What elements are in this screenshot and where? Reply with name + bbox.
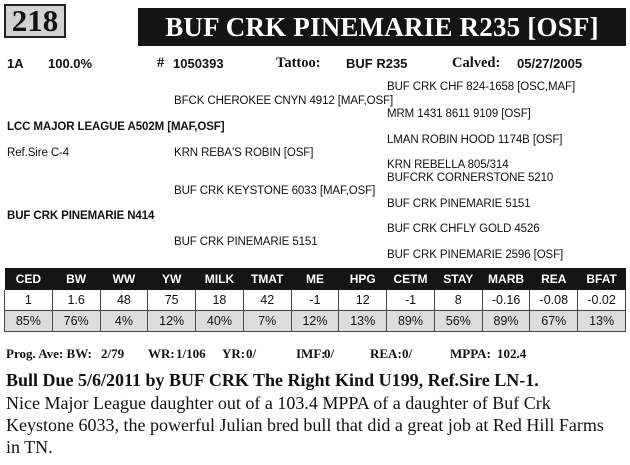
epd-value-yw: 75 [148, 290, 196, 311]
epd-value-rea: -0.08 [530, 290, 578, 311]
progeny-bw-label: Prog. Ave: BW: [6, 346, 92, 361]
tattoo-value: BUF R235 [346, 56, 408, 71]
epd-accuracy-marb: 89% [482, 311, 530, 332]
epd-accuracy-me: 12% [291, 311, 339, 332]
epd-accuracy-yw: 12% [148, 311, 196, 332]
epd-table [4, 268, 626, 332]
epd-value-bfat: -0.02 [578, 290, 626, 311]
epd-accuracy-cetm: 89% [387, 311, 435, 332]
epd-accuracy-ced: 85% [5, 311, 53, 332]
epd-header-hpg: HPG [339, 268, 387, 290]
registration-number: 1050393 [173, 56, 224, 71]
epd-header-stay: STAY [434, 268, 482, 290]
progeny-imf-value: 0/ [324, 346, 335, 361]
epd-header-row [5, 268, 626, 290]
progeny-mppa-label: MPPA: [450, 346, 491, 361]
pedigree-ss-dam: MRM 1431 8611 9109 [OSF] [387, 108, 531, 120]
pedigree-sd-dam: KRN REBELLA 805/314 [387, 159, 509, 171]
pedigree-ss-sire: BUF CRK CHF 824-1658 [OSC,MAF] [387, 81, 576, 93]
epd-header-yw: YW [148, 268, 196, 290]
epd-value-milk: 18 [196, 290, 244, 311]
pedigree-sire-note: Ref.Sire C-4 [7, 147, 70, 159]
pedigree-sire: LCC MAJOR LEAGUE A502M [MAF,OSF] [7, 121, 225, 133]
epd-value-ww: 48 [100, 290, 148, 311]
progeny-rea-value: 0/ [402, 346, 413, 361]
sale-note: Bull Due 5/6/2011 by BUF CRK The Right Kind U199, Ref.Sire LN-1. [6, 370, 539, 390]
epd-accuracy-bw: 76% [52, 311, 100, 332]
percent-value: 100.0% [48, 56, 93, 71]
epd-accuracy-bfat: 13% [578, 311, 626, 332]
epd-accuracy-hpg: 13% [339, 311, 387, 332]
epd-value-ced: 1 [5, 290, 53, 311]
pedigree-dam: BUF CRK PINEMARIE N414 [7, 210, 155, 222]
progeny-mppa-value: 102.4 [497, 346, 527, 361]
progeny-wr-label: WR: [148, 346, 175, 361]
epd-value-stay: 8 [434, 290, 482, 311]
epd-header-marb: MARB [482, 268, 530, 290]
progeny-wr-value: 1/106 [176, 346, 206, 361]
epd-value-tmat: 42 [243, 290, 291, 311]
epd-values-row [5, 290, 626, 311]
progeny-bw-value: 2/79 [101, 346, 125, 361]
epd-header-rea: REA [530, 268, 578, 290]
epd-accuracy-row [5, 311, 626, 332]
pedigree-ds-sire: BUFCRK CORNERSTONE 5210 [387, 172, 554, 184]
pedigree-dam-dam: BUF CRK PINEMARIE 5151 [174, 236, 318, 248]
epd-header-me: ME [291, 268, 339, 290]
pedigree-sd-sire: LMAN ROBIN HOOD 1174B [OSF] [387, 134, 563, 146]
lot-number: 218 [4, 4, 66, 38]
epd-value-hpg: 12 [339, 290, 387, 311]
epd-header-ww: WW [100, 268, 148, 290]
epd-value-cetm: -1 [387, 290, 435, 311]
pedigree-dd-sire: BUF CRK CHFLY GOLD 4526 [387, 223, 540, 235]
epd-header-ced: CED [5, 268, 53, 290]
tattoo-label: Tattoo: [276, 55, 321, 71]
epd-accuracy-tmat: 7% [243, 311, 291, 332]
epd-header-tmat: TMAT [243, 268, 291, 290]
epd-header-cetm: CETM [387, 268, 435, 290]
calved-date: 05/27/2005 [517, 56, 583, 71]
calved-label: Calved: [452, 55, 501, 71]
epd-accuracy-rea: 67% [530, 311, 578, 332]
progeny-yr-value: 0/ [246, 346, 257, 361]
epd-header-bw: BW [52, 268, 100, 290]
registration-code: 1A [7, 56, 24, 71]
lot-description: Nice Major League daughter out of a 103.4 MPPA of a daughter of Buf Crk Keystone 6033, the powerful Julian bred bull that did a great job at Red Hill Farms in TN. [6, 393, 604, 457]
epd-accuracy-stay: 56% [434, 311, 482, 332]
epd-value-bw: 1.6 [52, 290, 100, 311]
epd-header-bfat: BFAT [578, 268, 626, 290]
pedigree-dam-sire: BUF CRK KEYSTONE 6033 [MAF,OSF] [174, 185, 376, 197]
epd-value-marb: -0.16 [482, 290, 530, 311]
pedigree-sire-sire: BFCK CHEROKEE CNYN 4912 [MAF,OSF] [174, 95, 394, 107]
epd-value-me: -1 [291, 290, 339, 311]
progeny-yr-label: YR: [222, 346, 246, 361]
pedigree-sire-dam: KRN REBA'S ROBIN [OSF] [174, 147, 314, 159]
progeny-imf-label: IMF: [296, 346, 326, 361]
epd-accuracy-ww: 4% [100, 311, 148, 332]
animal-name-title: BUF CRK PINEMARIE R235 [OSF] [138, 8, 626, 46]
epd-accuracy-milk: 40% [196, 311, 244, 332]
progeny-rea-label: REA: [370, 346, 402, 361]
registration-hash: # [157, 55, 165, 71]
epd-header-milk: MILK [196, 268, 244, 290]
pedigree-ds-dam: BUF CRK PINEMARIE 5151 [387, 198, 531, 210]
pedigree-dd-dam: BUF CRK PINEMARIE 2596 [OSF] [387, 249, 564, 261]
